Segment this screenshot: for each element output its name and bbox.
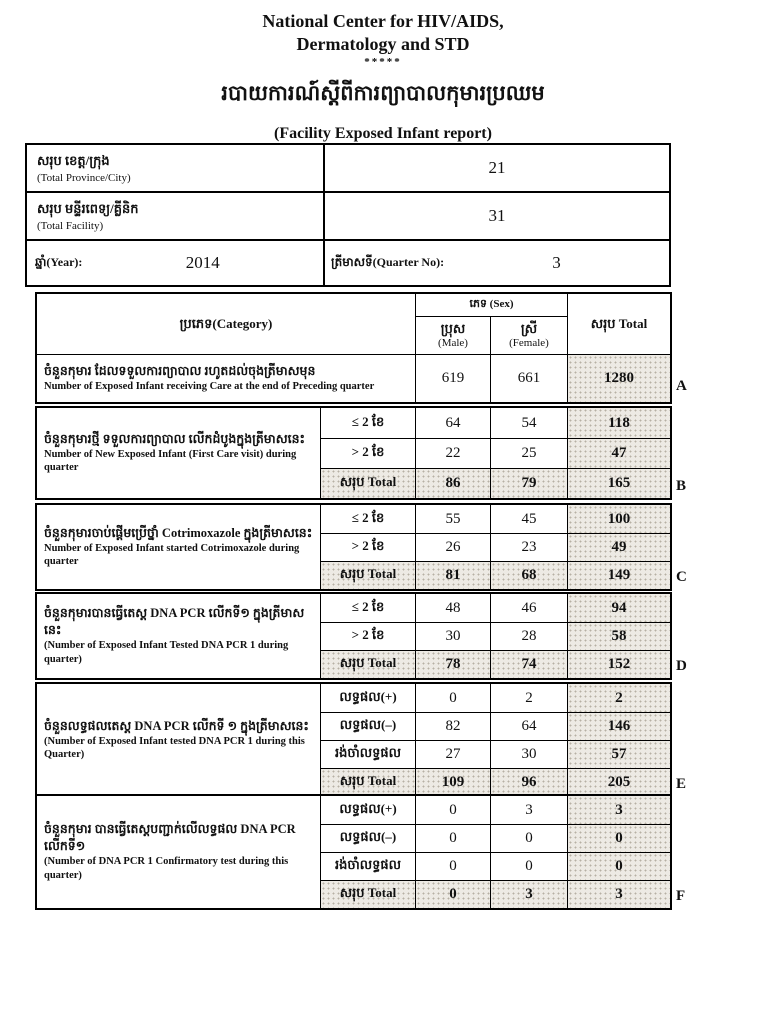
female-value: 661 [490, 354, 567, 402]
year-quarter-row [27, 241, 669, 285]
male-value: 55 [415, 505, 490, 533]
total-row-label: សរុប Total [320, 468, 415, 498]
section-letter-e: E [676, 776, 687, 792]
row-label: រង់ចាំលទ្ធផល [320, 852, 415, 880]
total-row-label: សរុប Total [320, 561, 415, 589]
province-label-english: (Total Province/City) [37, 171, 131, 184]
section-letter-b: B [676, 478, 687, 494]
female-value: 0 [490, 824, 567, 852]
row-label: លទ្ធផល(+) [320, 684, 415, 712]
row-label: ≤ 2 ខែ [320, 594, 415, 622]
quarter-cell [325, 241, 669, 285]
section-b-label-english: Number of New Exposed Infant (First Care visit) during quarter [44, 448, 297, 474]
total-value: 49 [567, 533, 670, 561]
total-value: 3 [567, 796, 670, 824]
category-header-label: ប្រភេទ(Category) [179, 316, 273, 332]
total-value: 146 [567, 712, 670, 740]
facility-row [27, 193, 669, 241]
section-b-label-khmer: ចំនួនកុមារថ្មី ទទួលការព្យាបាល លើកដំបូងក្នុងត្រីមាសនេះ [44, 431, 306, 446]
section-a-category [37, 354, 415, 402]
female-value: 23 [490, 533, 567, 561]
report-header [0, 10, 766, 143]
section-b [35, 406, 672, 500]
male-value: 48 [415, 594, 490, 622]
male-total: 81 [415, 561, 490, 589]
male-header-khmer: ប្រុស [440, 321, 466, 337]
province-label [27, 145, 325, 191]
row-label: លទ្ធផល(–) [320, 824, 415, 852]
male-header-english: (Male) [438, 336, 468, 349]
row-label: > 2 ខែ [320, 533, 415, 561]
section-c-label-khmer: ចំនួនកុមារចាប់ផ្តើមប្រើថ្នាំ Cotrimoxazole ក្នុងត្រីមាសនេះ [44, 525, 313, 540]
male-value: 27 [415, 740, 490, 768]
female-value: 28 [490, 622, 567, 650]
section-e [35, 682, 672, 798]
org-title-line2: Dermatology and STD [296, 33, 470, 54]
year-cell [27, 241, 325, 285]
section-c [35, 503, 672, 591]
grand-total: 165 [567, 468, 670, 498]
female-value: 3 [490, 796, 567, 824]
grand-total: 149 [567, 561, 670, 589]
quarter-label: ត្រីមាសទី(Quarter No): [331, 255, 445, 269]
row-label: ≤ 2 ខែ [320, 505, 415, 533]
section-d [35, 592, 672, 680]
section-a-label-khmer: ចំនួនកុមារ ដែលទទួលការព្យាបាល រហូតដល់ចុងត្រីមាសមុន [44, 364, 316, 379]
male-value: 64 [415, 408, 490, 438]
total-value: 118 [567, 408, 670, 438]
total-value: 57 [567, 740, 670, 768]
row-label: ≤ 2 ខែ [320, 408, 415, 438]
report-title-khmer: របាយការណ៍ស្តីពីការព្យាបាលកុមារប្រឈម [221, 81, 545, 105]
section-c-label-english: Number of Exposed Infant started Cotrimoxazole during quarter [44, 542, 300, 568]
total-value: 47 [567, 438, 670, 468]
male-header [415, 316, 490, 354]
section-e-category [37, 684, 320, 796]
female-value: 45 [490, 505, 567, 533]
female-value: 25 [490, 438, 567, 468]
section-f-label-english: (Number of DNA PCR 1 Confirmatory test during this quarter) [44, 856, 289, 881]
total-value: 1280 [567, 354, 670, 402]
total-row-label: សរុប Total [320, 768, 415, 796]
section-f-category [37, 796, 320, 908]
male-total: 109 [415, 768, 490, 796]
female-value: 30 [490, 740, 567, 768]
total-row-label: សរុប Total [320, 650, 415, 678]
year-value: 2014 [185, 253, 220, 272]
total-value: 0 [567, 852, 670, 880]
info-table [25, 143, 671, 287]
row-label: លទ្ធផល(+) [320, 796, 415, 824]
male-value: 22 [415, 438, 490, 468]
quarter-value: 3 [552, 253, 561, 272]
section-letter-c: C [676, 569, 687, 585]
facility-label [27, 193, 325, 239]
female-total: 79 [490, 468, 567, 498]
province-label-khmer: សរុប ខេត្ត/ក្រុង [37, 152, 110, 168]
grand-total: 205 [567, 768, 670, 796]
sex-header-label: ភេទ (Sex) [469, 298, 514, 311]
grand-total: 3 [567, 880, 670, 908]
section-d-label-english: (Number of Exposed Infant Tested DNA PCR 1 during quarter) [44, 640, 289, 665]
male-value: 26 [415, 533, 490, 561]
male-total: 0 [415, 880, 490, 908]
total-value: 0 [567, 824, 670, 852]
total-value: 2 [567, 684, 670, 712]
female-value: 46 [490, 594, 567, 622]
male-value: 0 [415, 684, 490, 712]
facility-label-english: (Total Facility) [37, 219, 104, 232]
male-total: 86 [415, 468, 490, 498]
female-header-english: (Female) [509, 336, 549, 349]
province-value: 21 [488, 158, 506, 177]
total-value: 100 [567, 505, 670, 533]
female-total: 3 [490, 880, 567, 908]
section-a-label-english: Number of Exposed Infant receiving Care at the end of Preceding quarter [44, 381, 375, 393]
section-d-label-khmer: ចំនួនកុមារបានធ្វើតេស្ត DNA PCR លើកទី១ ក្នុងត្រីមាសនេះ [44, 606, 305, 638]
total-value: 58 [567, 622, 670, 650]
row-label: > 2 ខែ [320, 622, 415, 650]
section-letter-a: A [676, 378, 687, 394]
section-d-category [37, 594, 320, 678]
section-f-label-khmer: ចំនួនកុមារ បានធ្វើតេស្តបញ្ជាក់លើលទ្ធផល DNA PCR លើកទី១ [44, 822, 296, 854]
section-e-label-english: (Number of Exposed Infant tested DNA PCR 1 during this Quarter) [44, 735, 305, 761]
female-header [490, 316, 567, 354]
section-e-label-khmer: ចំនួនលទ្ធផលតេស្ត DNA PCR លើកទី ១ ក្នុងត្រីមាសនេះ [44, 718, 309, 733]
grand-total: 152 [567, 650, 670, 678]
section-letter-f: F [676, 888, 686, 904]
section-b-category [37, 408, 320, 498]
female-value: 54 [490, 408, 567, 438]
org-title-line1: National Center for HIV/AIDS, [262, 11, 504, 31]
section-c-category [37, 505, 320, 589]
facility-label-khmer: សរុប មន្ទីរពេទ្យ/គ្លីនិក [37, 200, 139, 216]
male-total: 78 [415, 650, 490, 678]
male-value: 0 [415, 824, 490, 852]
total-header [567, 294, 670, 354]
province-row [27, 145, 669, 193]
main-table-header-and-section-a [35, 292, 672, 404]
row-label: > 2 ខែ [320, 438, 415, 468]
facility-value: 31 [488, 206, 506, 225]
female-total: 74 [490, 650, 567, 678]
report-subtitle: (Facility Exposed Infant report) [274, 125, 492, 142]
male-value: 0 [415, 852, 490, 880]
total-value: 94 [567, 594, 670, 622]
female-total: 96 [490, 768, 567, 796]
total-row-label: សរុប Total [320, 880, 415, 908]
female-value: 0 [490, 852, 567, 880]
male-value: 30 [415, 622, 490, 650]
female-total: 68 [490, 561, 567, 589]
row-label: លទ្ធផល(–) [320, 712, 415, 740]
category-header [37, 294, 415, 354]
female-value: 2 [490, 684, 567, 712]
total-header-label: សរុប Total [590, 316, 648, 332]
male-value: 82 [415, 712, 490, 740]
male-value: 0 [415, 796, 490, 824]
year-label: ឆ្នាំ(Year): [35, 255, 83, 269]
female-header-khmer: ស្រី [520, 321, 538, 337]
female-value: 64 [490, 712, 567, 740]
stars-divider: ***** [364, 56, 402, 68]
sex-header [415, 294, 567, 316]
section-f [35, 794, 672, 910]
section-letter-d: D [676, 658, 687, 674]
male-value: 619 [415, 354, 490, 402]
row-label: រង់ចាំលទ្ធផល [320, 740, 415, 768]
